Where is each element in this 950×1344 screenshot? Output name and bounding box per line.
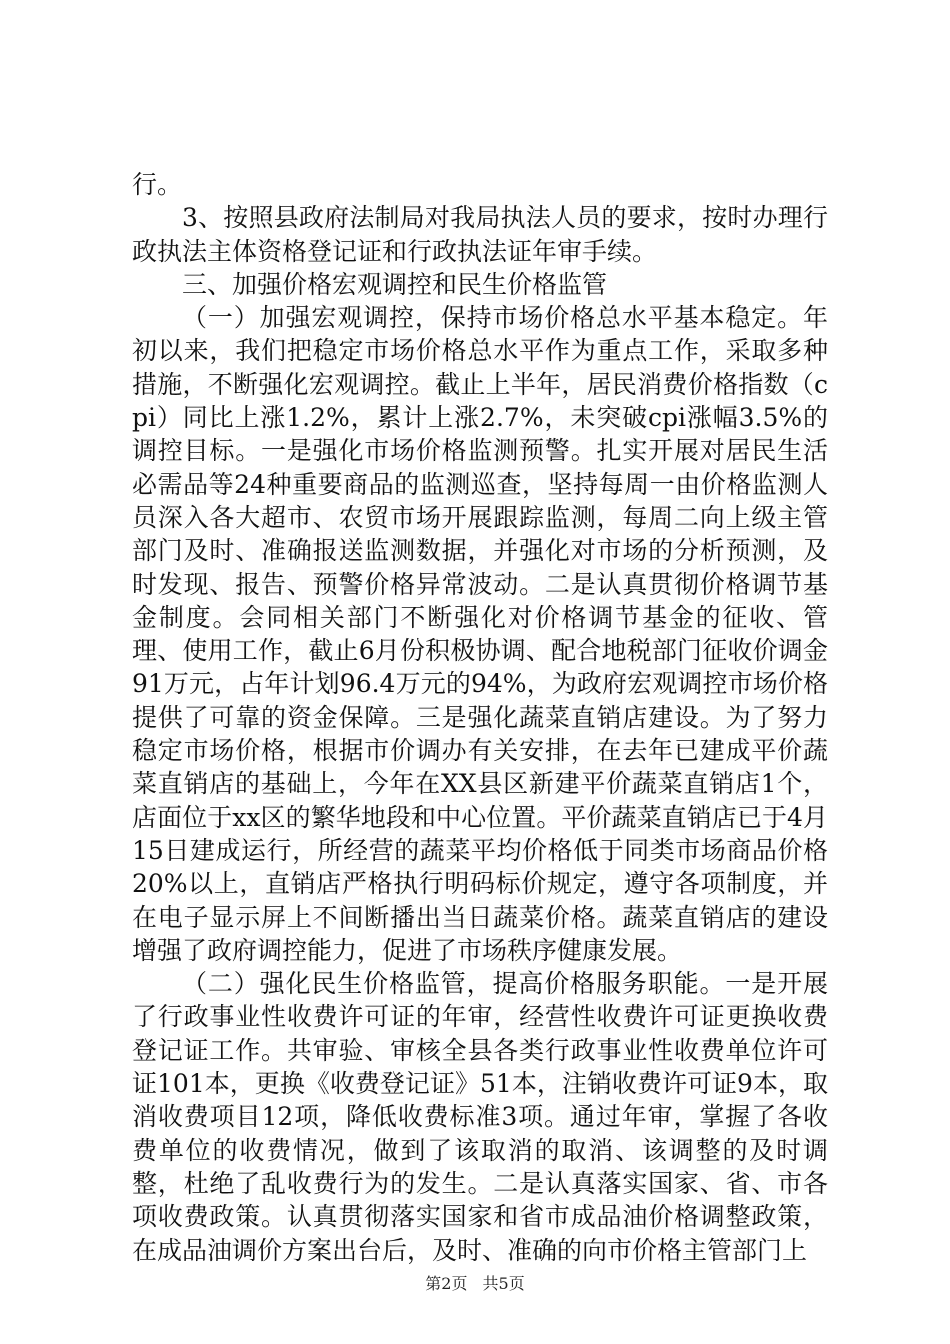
paragraph-continuation: 行。 — [132, 170, 183, 199]
document-body — [132, 168, 828, 1267]
section-heading-3: 三、加强价格宏观调控和民生价格监管 — [182, 269, 608, 299]
paragraph-subsection-1: （一）加强宏观调控，保持市场价格总水平基本稳定。年初以来，我们把稳定市场价格总水平作为重点工作，采取多种措施，不断强化宏观调控。截止上半年，居民消费价格指数（cpi）同比上涨1.2%，累计上涨2.7%，未突破cpi涨幅3.5%的调控目标。一是强化市场价格监测预警。扎实开展对居民生活必需品等24种重要商品的监测巡查，坚持每周一由价格监测人员深入各大超市、农贸市场开展跟踪监测，每周二向上级主管部门及时、准确报送监测数据，并强化对市场的分析预测，及时发现、报告、预警价格异常波动。二是认真贯彻价格调节基金制度。会同相关部门不断强化对价格调节基金的征收、管理、使用工作，截止6月份积极协调、配合地税部门征收价调金91万元，占年计划96.4万元的94%，为政府宏观调控市场价格提供了可靠的资金保障。三是强化蔬菜直销店建设。为了努力稳定市场价格，根据市价调办有关安排，在去年已建成平价蔬菜直销店的基础上，今年在XX县区新建平价蔬菜直销店1个，店面位于xx区的繁华地段和中心位置。平价蔬菜直销店已于4月15日建成运行，所经营的蔬菜平均价格低于同类市场商品价格20%以上，直销店严格执行明码标价规定，遵守各项制度，并在电子显示屏上不间断播出当日蔬菜价格。蔬菜直销店的建设增强了政府调控能力，促进了市场秩序健康发展。 — [132, 303, 828, 965]
paragraph-subsection-2: （二）强化民生价格监管，提高价格服务职能。一是开展了行政事业性收费许可证的年审，经营性收费许可证更换收费登记证工作。共审验、审核全县各类行政事业性收费单位许可证101本，更换《收费登记证》51本，注销收费许可证9本，取消收费项目12项，降低收费标准3项。通过年审，掌握了各收费单位的收费情况，做到了该取消的取消、该调整的及时调整，杜绝了乱收费行为的发生。二是认真落实国家、省、市各项收费政策。认真贯彻落实国家和省市成品油价格调整政策，在成品油调价方案出台后，及时、准确的向市价格主管部门上 — [132, 969, 828, 1265]
page-number: 第2页 — [425, 1274, 468, 1293]
paragraph-item-3: 3、按照县政府法制局对我局执法人员的要求，按时办理行政执法主体资格登记证和行政执法证年审手续。 — [132, 203, 828, 266]
page-total: 共5页 — [482, 1274, 525, 1293]
page-footer — [0, 1274, 950, 1294]
